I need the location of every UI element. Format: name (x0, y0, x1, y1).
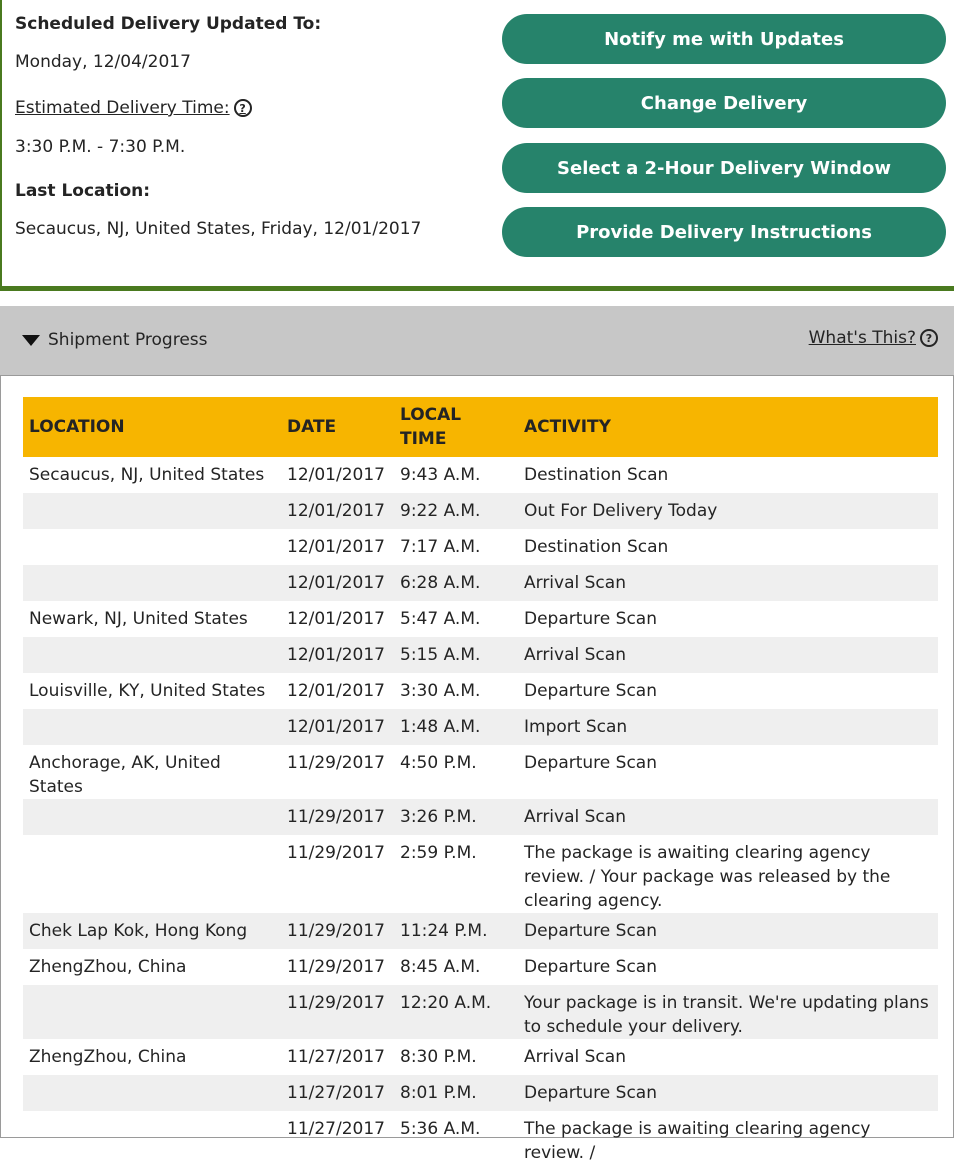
location-cell (23, 565, 281, 601)
location-cell: ZhengZhou, China (29, 1047, 187, 1067)
date-cell: 12/01/2017 (287, 645, 385, 665)
table-row (23, 601, 938, 637)
time-cell: 3:30 A.M. (400, 681, 481, 701)
location-cell (23, 493, 281, 529)
date-cell: 12/01/2017 (287, 681, 385, 701)
table-row (23, 529, 938, 565)
date-cell: 11/29/2017 (287, 807, 385, 827)
table-row (23, 799, 938, 835)
time-cell: 7:17 A.M. (400, 537, 481, 557)
table-row (23, 565, 938, 601)
location-cell: ZhengZhou, China (29, 957, 187, 977)
estimated-delivery-time-value: 3:30 P.M. - 7:30 P.M. (15, 137, 186, 157)
date-cell: 11/29/2017 (287, 921, 385, 941)
notify-me-button[interactable]: Notify me with Updates (502, 14, 946, 64)
table-row (23, 637, 938, 673)
help-icon[interactable]: ? (234, 99, 252, 117)
shipment-progress-table (23, 397, 938, 1165)
column-header-local-time-line1: LOCAL (400, 405, 462, 425)
shipment-progress-toggle[interactable] (22, 330, 208, 350)
location-cell: Chek Lap Kok, Hong Kong (29, 921, 248, 941)
table-row (23, 745, 938, 799)
activity-cell: Departure Scan (524, 957, 657, 977)
date-cell: 11/27/2017 (287, 1083, 385, 1103)
date-cell: 11/27/2017 (287, 1047, 385, 1067)
column-header-activity: ACTIVITY (524, 417, 611, 437)
location-cell (23, 799, 281, 835)
location-cell (23, 529, 281, 565)
date-cell: 11/29/2017 (287, 843, 385, 863)
activity-cell: The package is awaiting clearing agency review. / (524, 1119, 871, 1163)
date-cell: 12/01/2017 (287, 573, 385, 593)
location-cell (23, 1111, 281, 1165)
time-cell: 2:59 P.M. (400, 843, 477, 863)
delivery-instructions-button[interactable]: Provide Delivery Instructions (502, 207, 946, 257)
location-cell (23, 985, 281, 1039)
column-header-date: DATE (287, 417, 337, 437)
date-cell: 12/01/2017 (287, 609, 385, 629)
activity-cell: Departure Scan (524, 1083, 657, 1103)
date-cell: 11/29/2017 (287, 957, 385, 977)
location-cell: Anchorage, AK, United States (29, 753, 221, 797)
table-header-row (23, 397, 938, 457)
time-cell: 3:26 P.M. (400, 807, 477, 827)
location-cell (23, 709, 281, 745)
last-location-label: Last Location: (15, 181, 151, 201)
time-cell: 5:15 A.M. (400, 645, 481, 665)
delivery-summary-panel (0, 0, 954, 291)
activity-cell: Arrival Scan (524, 573, 626, 593)
table-row (23, 1075, 938, 1111)
date-cell: 11/29/2017 (287, 753, 385, 773)
activity-cell: Out For Delivery Today (524, 501, 718, 521)
date-cell: 11/29/2017 (287, 993, 385, 1013)
scheduled-delivery-label: Scheduled Delivery Updated To: (15, 14, 322, 34)
caret-down-icon[interactable] (22, 335, 40, 346)
location-cell (23, 1075, 281, 1111)
date-cell: 12/01/2017 (287, 537, 385, 557)
date-cell: 11/27/2017 (287, 1119, 385, 1139)
time-cell: 5:36 A.M. (400, 1119, 481, 1139)
shipment-progress-header (0, 306, 954, 376)
time-cell: 12:20 A.M. (400, 993, 492, 1013)
activity-cell: Your package is in transit. We're updating plans to schedule your delivery. (524, 993, 929, 1037)
activity-cell: Departure Scan (524, 681, 657, 701)
change-delivery-button[interactable]: Change Delivery (502, 78, 946, 128)
table-row (23, 493, 938, 529)
time-cell: 8:01 P.M. (400, 1083, 477, 1103)
activity-cell: Arrival Scan (524, 645, 626, 665)
activity-cell: Departure Scan (524, 609, 657, 629)
time-cell: 5:47 A.M. (400, 609, 481, 629)
delivery-window-button[interactable]: Select a 2-Hour Delivery Window (502, 143, 946, 193)
shipment-progress-title[interactable]: Shipment Progress (48, 330, 208, 350)
activity-cell: Import Scan (524, 717, 628, 737)
scheduled-delivery-date: Monday, 12/04/2017 (15, 52, 191, 72)
estimated-delivery-time-link[interactable] (15, 98, 252, 118)
table-row (23, 835, 938, 913)
location-cell (23, 835, 281, 913)
estimated-delivery-time-label[interactable]: Estimated Delivery Time: (15, 98, 230, 118)
activity-cell: Departure Scan (524, 921, 657, 941)
time-cell: 9:22 A.M. (400, 501, 481, 521)
whats-this-label[interactable]: What's This? (808, 328, 916, 348)
table-row (23, 949, 938, 985)
time-cell: 4:50 P.M. (400, 753, 477, 773)
activity-cell: Departure Scan (524, 753, 657, 773)
time-cell: 1:48 A.M. (400, 717, 481, 737)
time-cell: 8:30 P.M. (400, 1047, 477, 1067)
activity-cell: Arrival Scan (524, 1047, 626, 1067)
shipment-progress-panel (0, 376, 954, 1163)
table-row (23, 913, 938, 949)
location-cell: Louisville, KY, United States (29, 681, 266, 701)
date-cell: 12/01/2017 (287, 717, 385, 737)
help-icon[interactable]: ? (920, 329, 938, 347)
table-row (23, 985, 938, 1039)
column-header-local-time-line2: TIME (400, 429, 447, 449)
time-cell: 8:45 A.M. (400, 957, 481, 977)
activity-cell: Arrival Scan (524, 807, 626, 827)
activity-cell: Destination Scan (524, 465, 669, 485)
location-cell: Newark, NJ, United States (29, 609, 248, 629)
last-location-value: Secaucus, NJ, United States, Friday, 12/01/2017 (15, 219, 422, 239)
table-row (23, 457, 938, 493)
time-cell: 6:28 A.M. (400, 573, 481, 593)
location-cell: Secaucus, NJ, United States (29, 465, 265, 485)
column-header-location: LOCATION (29, 417, 125, 437)
whats-this-link[interactable] (809, 328, 938, 348)
activity-cell: Destination Scan (524, 537, 669, 557)
time-cell: 11:24 P.M. (400, 921, 488, 941)
table-row (23, 1039, 938, 1075)
table-row (23, 709, 938, 745)
time-cell: 9:43 A.M. (400, 465, 481, 485)
table-row (23, 673, 938, 709)
column-header-local-time (394, 397, 518, 457)
table-row (23, 1111, 938, 1165)
location-cell (23, 637, 281, 673)
date-cell: 12/01/2017 (287, 501, 385, 521)
date-cell: 12/01/2017 (287, 465, 385, 485)
table-body (23, 457, 938, 1165)
activity-cell: The package is awaiting clearing agency review. / Your package was released by the clearing agency. (524, 843, 891, 911)
